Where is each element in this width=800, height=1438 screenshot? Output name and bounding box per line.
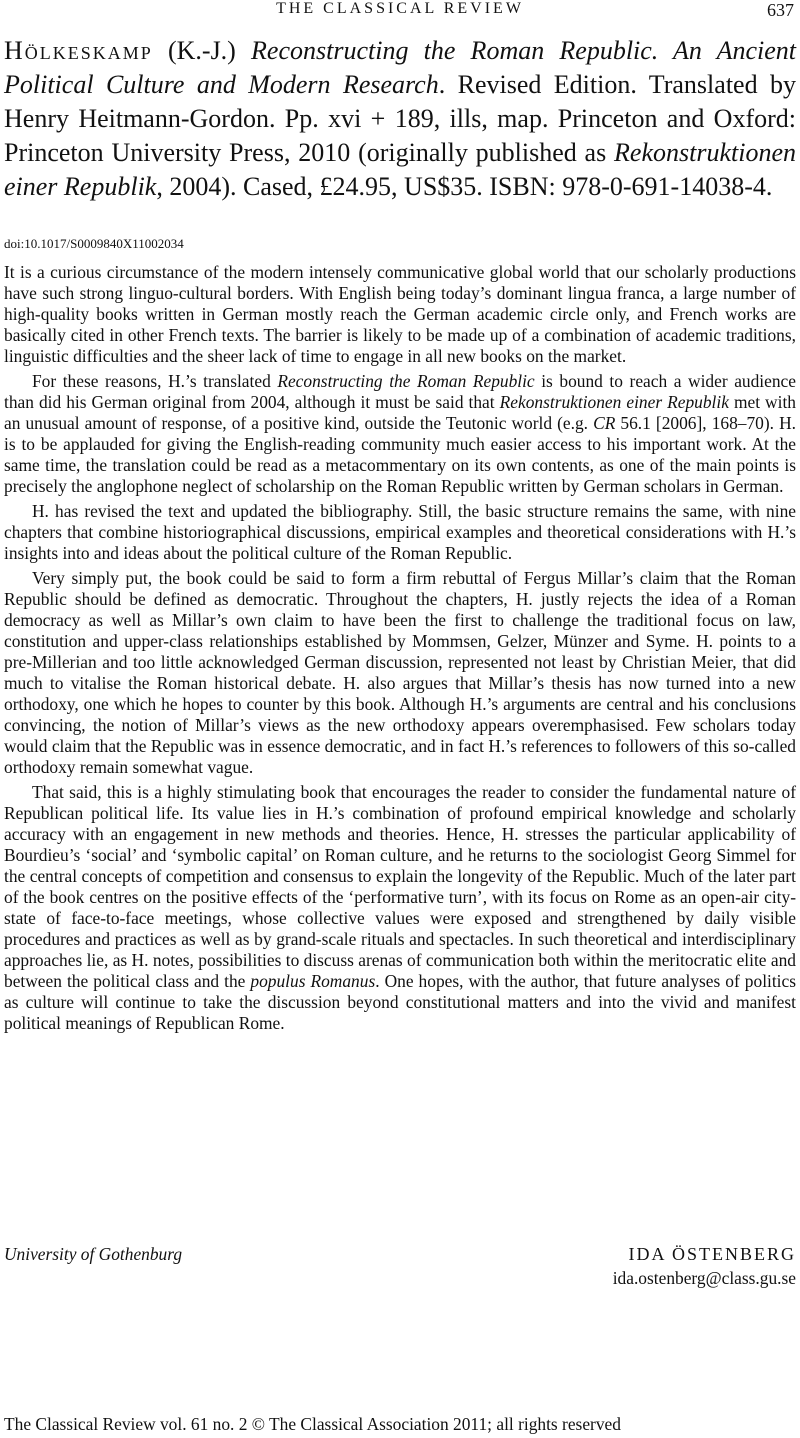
journal-name: THE CLASSICAL REVIEW <box>276 0 524 17</box>
edition-translator: . Revised Edition. Translated by Henry Heitmann-Gordon. Pp. xvi + 189, ills, map. Princeton and Oxford: Princeton University Press, 2010 (originally published as <box>4 70 796 167</box>
p5-text-b: . One hopes, with the author, that future analyses of politics as culture will continue to take the discussion beyond constitutional matters and into the vivid and manifest political meanings of Republican Rome. <box>4 971 797 1033</box>
running-head <box>0 0 800 22</box>
original-title: Rekonstruktionen einer Republik <box>4 138 796 201</box>
p5-populus: populus Romanus <box>250 971 376 991</box>
p2-title2: Rekonstruktionen einer Republik <box>499 392 729 412</box>
p5-text-a: That said, this is a highly stimulating book that encourages the reader to consider the fundamental nature of Republican political life. Its value lies in H.’s combination of profound empirical knowledge and scholarly accuracy with an engagement in new methods and theories. Hence, H. stresses the particular applicability of Bourdieu’s ‘social’ and ‘symbolic capital’ on Roman culture, and he returns to the sociologist Georg Simmel for the central concepts of competition and consensus to explain the longevity of the Republic. Much of the later part of the book centres on the positive effects of the ‘performative turn’, with its focus on Rome as an open-air city-state of face-to-face meetings, whose collective values were exposed and strengthened by daily visible procedures and practices as well as by grand-scale rituals and spectacles. In such theoretical and interdisciplinary approaches lie, as H. notes, possibilities to discuss arenas of communication both within the meritocratic elite and between the political class and the <box>4 782 796 991</box>
review-body <box>4 262 796 1038</box>
book-citation-heading <box>4 34 796 204</box>
paragraph-4: Very simply put, the book could be said to form a firm rebuttal of Fergus Millar’s claim that the Roman Republic should be defined as democratic. Throughout the chapters, H. justly rejects the idea of a Roman democracy as well as Millar’s own claim to have been the first to challenge the traditional focus on law, constitution and upper-class relationships established by Mommsen, Gelzer, Münzer and Syme. H. points to a pre-Millerian and too little acknowledged German discussion, represented not least by Christian Meier, that did much to vitalise the Roman historical debate. H. also argues that Millar’s thesis has now turned into a new orthodoxy, one which he hopes to counter by this book. Although H.’s arguments are central and his conclusions convincing, the notion of Millar’s views as the new orthodoxy appears overemphasised. Few scholars today would claim that the Republic was in essence democratic, and in fact H.’s references to followers of this so-called orthodoxy remain somewhat vague. <box>4 568 796 777</box>
page-number: 637 <box>767 0 794 20</box>
p2-title: Reconstructing the Roman Republic <box>277 371 535 391</box>
p2-text-d: 56.1 [2006], 168–70). H. is to be applauded for giving the English-reading community much easier access to his important work. At the same time, the translation could be read as a metacommentary on its own contents, as one of the main points is precisely the anglophone neglect of scholarship on the Roman Republic written by German scholars in German. <box>4 413 796 496</box>
author-initials: (K.-J.) <box>152 36 252 65</box>
author-surname: Hölkeskamp <box>4 36 153 65</box>
reviewer-name: IDA ÖSTENBERG <box>628 1244 796 1264</box>
paragraph-3: H. has revised the text and updated the bibliography. Still, the basic structure remains the same, with nine chapters that combine historiographical discussions, empirical examples and theoretical considerations with H.’s insights into and ideas about the political culture of the Roman Republic. <box>4 501 796 563</box>
paragraph-1: It is a curious circumstance of the modern intensely communicative global world that our scholarly productions have such strong linguo-cultural borders. With English being today’s dominant lingua franca, a large number of high-quality books written in German mostly reach the German academic circle only, and French works are basically cited in other French texts. The barrier is likely to be made up of a combination of academic traditions, linguistic difficulties and the sheer lack of time to engage in all new books on the market. <box>4 262 796 366</box>
paragraph-5 <box>4 782 796 1034</box>
p2-text-b: is bound to reach a wider audience than did his German original from 2004, although it must be said that <box>4 371 796 412</box>
reviewer-email: ida.ostenberg@class.gu.se <box>612 1268 796 1288</box>
p2-text-a: For these reasons, H.’s translated <box>32 371 278 391</box>
paragraph-2 <box>4 371 796 497</box>
p2-cr: CR <box>593 413 616 433</box>
affiliation: University of Gothenburg <box>4 1244 183 1264</box>
p2-text-c: met with an unusual amount of response, of a positive kind, outside the Teutonic world (e.g. <box>4 392 796 433</box>
price-isbn: , 2004). Cased, £24.95, US$35. ISBN: 978-0-691-14038-4. <box>156 172 773 201</box>
book-title: Reconstructing the Roman Republic. An Ancient Political Culture and Modern Research <box>4 36 797 99</box>
doi: doi:10.1017/S0009840X11002034 <box>4 236 184 251</box>
copyright-footer: The Classical Review vol. 61 no. 2 © The Classical Association 2011; all rights reserved <box>4 1414 621 1434</box>
